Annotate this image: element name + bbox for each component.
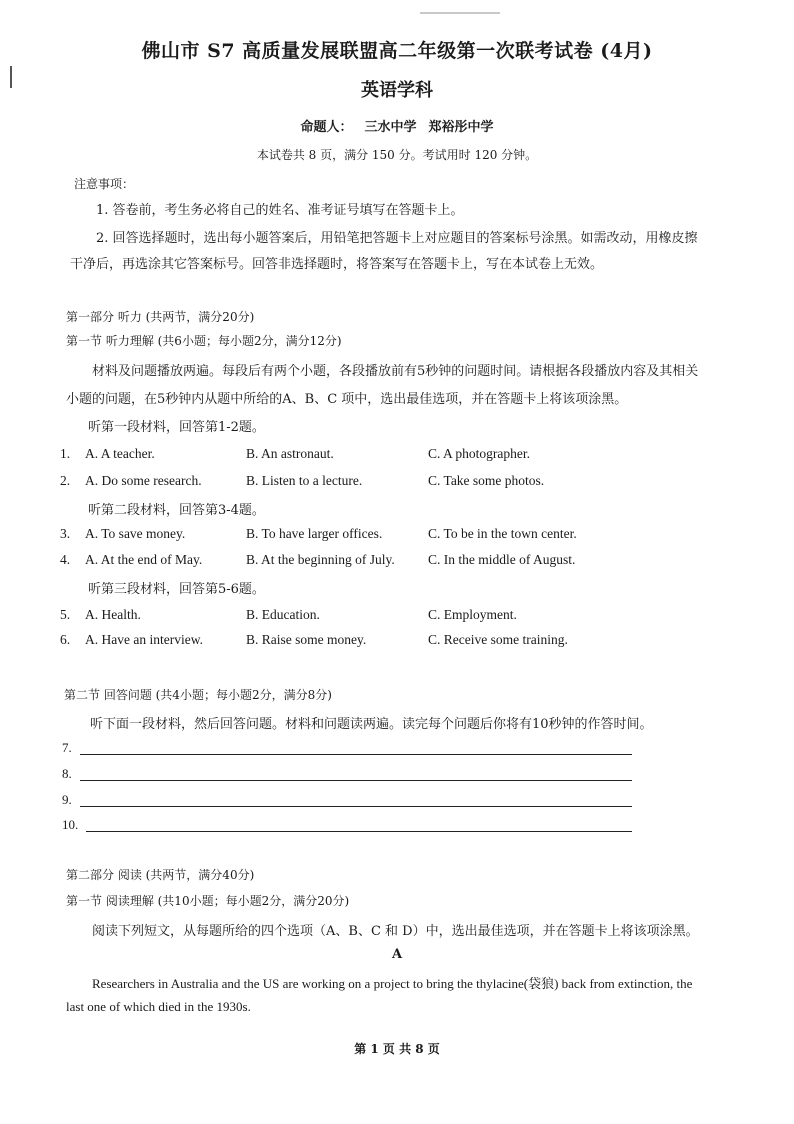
passage-label: A (391, 947, 403, 962)
option-c: C. To be in the town center. (428, 526, 577, 541)
option-a: A. To save money. (85, 526, 186, 541)
exam-info: 本试卷共 8 页，满分 150 分。考试用时 120 分钟。 (256, 148, 538, 162)
answer-blank (62, 740, 632, 758)
question-row (60, 526, 760, 544)
option-b: B. To have larger offices. (246, 526, 383, 541)
answer-line (86, 831, 632, 832)
page-number: 第 1 页 共 8 页 (354, 1042, 440, 1056)
option-c: C. In the middle of August. (428, 552, 576, 567)
section-instruction: 阅读下列短文，从每题所给的四个选项（A、B、C 和 D）中，选出最佳选项，并在答题卡上将该项涂黑。 (92, 924, 699, 939)
question-setters (0, 116, 794, 135)
part-heading: 第一部分 听力 (共两节，满分20分) (66, 310, 255, 324)
exam-title: 佛山市 S7 高质量发展联盟高二年级第一次联考试卷 (4月) (141, 40, 653, 62)
option-c: C. Employment. (428, 607, 517, 622)
option-b: B. An astronaut. (246, 446, 334, 461)
question-number: 5. (60, 607, 71, 622)
section-heading: 第二节 回答问题 (共4小题；每小题2分，满分8分) (64, 688, 332, 702)
option-b: B. Listen to a lecture. (246, 473, 363, 488)
option-c: C. A photographer. (428, 446, 530, 461)
question-number: 4. (60, 552, 71, 567)
scan-mark (420, 12, 500, 14)
notice-item: 2. 回答选择题时，选出每小题答案后，用铅笔把答题卡上对应题目的答案标号涂黑。如需改动，用橡皮擦 (96, 231, 698, 246)
notice-item: 1. 答卷前，考生务必将自己的姓名、准考证号填写在答题卡上。 (96, 203, 464, 218)
question-number: 3. (60, 526, 71, 541)
option-a: A. Do some research. (85, 473, 202, 488)
option-a: A. Health. (85, 607, 141, 622)
answer-line (80, 806, 632, 807)
answer-blank (62, 792, 632, 810)
section-heading: 第一节 听力理解 (共6小题；每小题2分，满分12分) (66, 334, 342, 348)
answer-blank (62, 766, 632, 784)
blank-number: 8. (62, 766, 72, 781)
notice-item-continued: 干净后，再选涂其它答案标号。回答非选择题时，将答案写在答题卡上，写在本试卷上无效。 (70, 257, 604, 272)
passage-text: last one of which died in the 1930s. (66, 999, 251, 1014)
subject-title: 英语学科 (361, 80, 433, 101)
answer-blank (62, 817, 632, 835)
material-prompt: 听第二段材料，回答第3-4题。 (88, 503, 265, 518)
option-b: B. Education. (246, 607, 320, 622)
section-instruction: 材料及问题播放两遍。每段后有两个小题，各段播放前有5秒钟的问题时间。请根据各段播放内容及其相关 (92, 364, 699, 379)
question-number: 2. (60, 473, 71, 488)
section-heading: 第一节 阅读理解 (共10小题；每小题2分，满分20分) (66, 894, 350, 908)
question-row (60, 446, 760, 464)
option-b: B. At the beginning of July. (246, 552, 395, 567)
material-prompt: 听第三段材料，回答第5-6题。 (88, 582, 265, 597)
option-a: A. At the end of May. (85, 552, 203, 567)
blank-number: 7. (62, 740, 72, 755)
option-c: C. Take some photos. (428, 473, 545, 488)
option-b: B. Raise some money. (246, 632, 367, 647)
section-instruction: 小题的问题，在5秒钟内从题中所给的A、B、C 项中，选出最佳选项，并在答题卡上将该项涂黑。 (66, 392, 628, 407)
question-row (60, 473, 760, 491)
notice-title: 注意事项： (74, 177, 135, 191)
setters-label: 命题人： (300, 120, 353, 135)
section-instruction: 听下面一段材料，然后回答问题。材料和问题读两遍。读完每个问题后你将有10秒钟的作答时间。 (90, 717, 653, 732)
option-a: A. A teacher. (85, 446, 155, 461)
blank-number: 10. (62, 817, 79, 832)
setter-school: 三水中学 (364, 120, 417, 135)
passage-text: Researchers in Australia and the US are working on a project to bring the thylacine(袋狼) back from extinction, the (92, 976, 693, 991)
option-c: C. Receive some training. (428, 632, 568, 647)
part-heading: 第二部分 阅读 (共两节，满分40分) (66, 868, 255, 882)
blank-number: 9. (62, 792, 72, 807)
question-row (60, 552, 760, 570)
answer-line (80, 754, 632, 755)
setter-school: 郑裕彤中学 (428, 120, 494, 135)
answer-line (80, 780, 632, 781)
option-a: A. Have an interview. (85, 632, 203, 647)
question-row (60, 607, 760, 625)
question-number: 1. (60, 446, 71, 461)
question-row (60, 632, 760, 650)
question-number: 6. (60, 632, 71, 647)
material-prompt: 听第一段材料，回答第1-2题。 (88, 420, 265, 435)
